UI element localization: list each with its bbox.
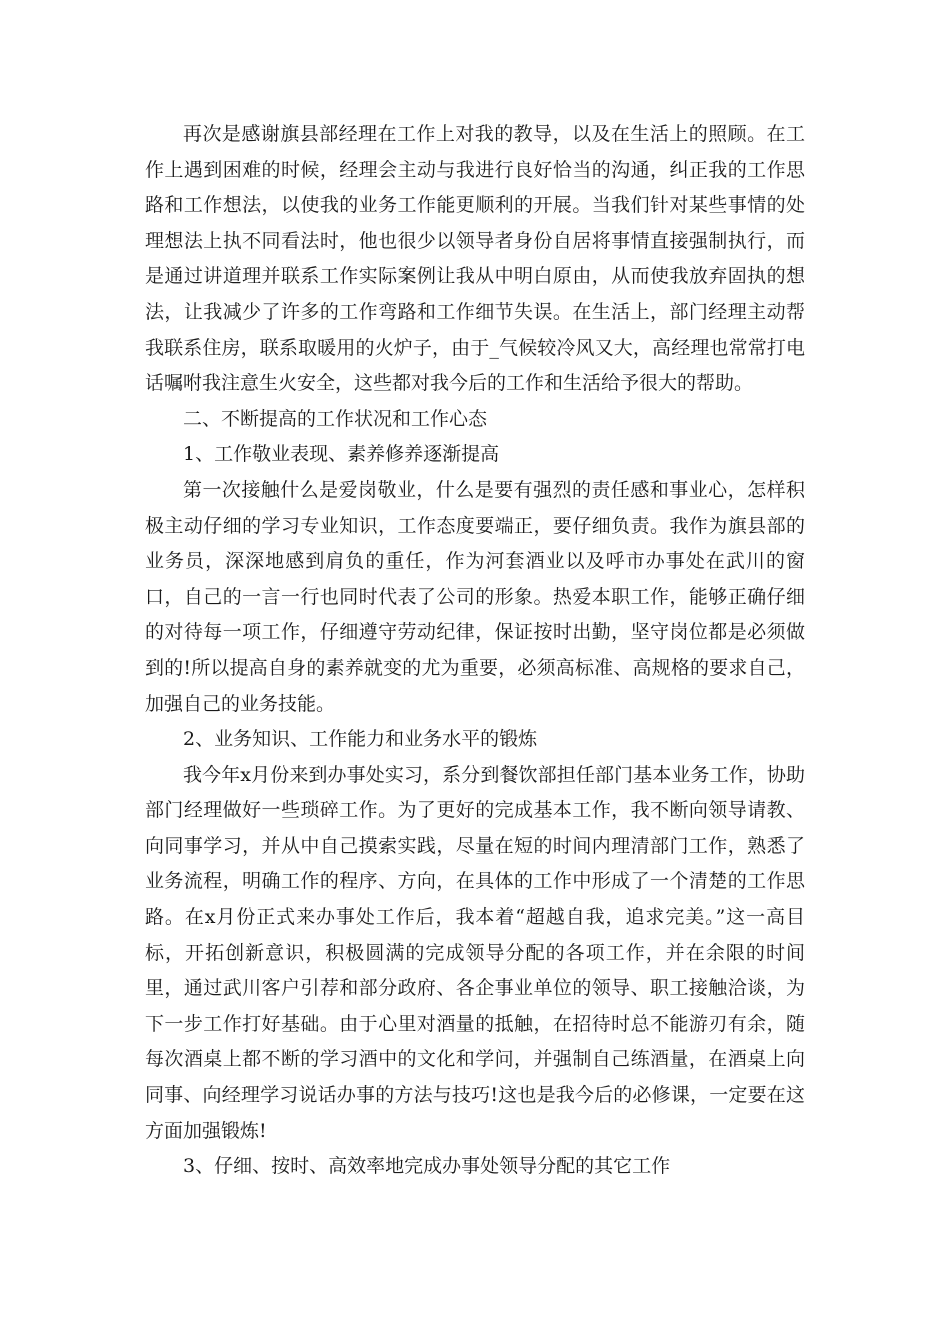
paragraph-thanks-manager: 再次是感谢旗县部经理在工作上对我的教导，以及在生活上的照顾。在工作上遇到困难的时候，经理会主动与我进行良好恰当的沟通，纠正我的工作思路和工作想法，以使我的业务工作能更顺利的开展。当我们针对某些事情的处理想法上执不同看法时，他也很少以领导者身份自居将事情直接强制执行，而是通过讲道理并联系工作实际案例让我从中明白原由，从而使我放弃固执的想法，让我减少了许多的工作弯路和工作细节失误。在生活上，部门经理主动帮我联系住房，联系取暖用的火炉子，由于_气候较冷风又大，高经理也常常打电话嘱咐我注意生火安全，这些都对我今后的工作和生活给予很大的帮助。 [145,123,805,395]
subheading-1: 1、工作敬业表现、素养修养逐渐提高 [183,443,500,466]
paragraph-business-training: 我今年x月份来到办事处实习，系分到餐饮部担任部门基本业务工作，协助部门经理做好一些琐碎工作。为了更好的完成基本工作，我不断向领导请教、向同事学习，并从中自己摸索实践，尽量在短的时间内理清部门工作，熟悉了业务流程，明确工作的程序、方向，在具体的工作中形成了一个清楚的工作思路。在x月份正式来办事处工作后，我本着“超越自我，追求完美。”这一高目标，开拓创新意识，积极圆满的完成领导分配的各项工作，并在余限的时间里，通过武川客户引荐和部分政府、各企事业单位的领导、职工接触洽谈，为下一步工作打好基础。由于心里对酒量的抵触，在招待时总不能游刃有余，随每次酒桌上都不断的学习酒中的文化和学问，并强制自己练酒量，在酒桌上向同事、向经理学习说话办事的方法与技巧!这也是我今后的必修课，一定要在这方面加强锻炼! [145,763,805,1142]
paragraph-dedication: 第一次接触什么是爱岗敬业，什么是要有强烈的责任感和事业心，怎样积极主动仔细的学习专业知识，工作态度要端正，要仔细负责。我作为旗县部的业务员，深深地感到肩负的重任，作为河套酒业以及呼市办事处在武川的窗口，自己的一言一行也同时代表了公司的形象。热爱本职工作，能够正确仔细的对待每一项工作，仔细遵守劳动纪律，保证按时出勤，坚守岗位都是必须做到的!所以提高自身的素养就变的尤为重要，必须高标准、高规格的要求自己，加强自己的业务技能。 [145,478,805,715]
subheading-2: 2、业务知识、工作能力和业务水平的锻炼 [183,728,538,751]
section-heading-2: 二、不断提高的工作状况和工作心态 [183,407,488,430]
subheading-3: 3、仔细、按时、高效率地完成办事处领导分配的其它工作 [183,1155,671,1178]
document-body [145,117,805,1185]
